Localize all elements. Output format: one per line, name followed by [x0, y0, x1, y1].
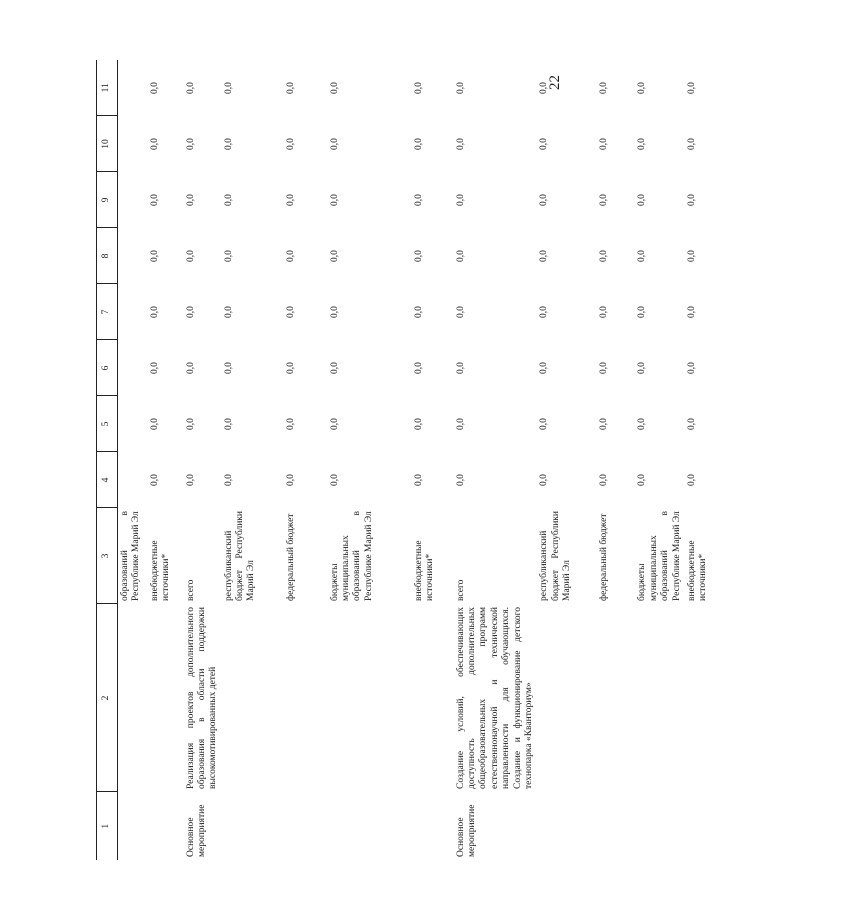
- cell-value: [118, 452, 148, 508]
- cell-funding-source: республиканский бюджет Республики Марий Эл: [223, 511, 257, 601]
- cell-value: 0,0: [413, 418, 424, 430]
- cell-value: 0,0: [599, 194, 610, 206]
- table-row: [454, 60, 538, 860]
- table-header-row: [97, 60, 118, 860]
- cell-value: 0,0: [599, 82, 610, 94]
- cell-value: 0,0: [539, 474, 550, 486]
- cell-value: 0,0: [413, 194, 424, 206]
- cell-value: 0,0: [686, 194, 697, 206]
- cell-value: 0,0: [285, 418, 296, 430]
- cell-value: 0,0: [539, 138, 550, 150]
- cell-value: 0,0: [285, 362, 296, 374]
- table-row: [597, 60, 635, 860]
- cell-value: 0,0: [185, 474, 196, 486]
- header-cell: 6: [97, 340, 118, 396]
- cell-value: 0,0: [285, 250, 296, 262]
- budget-table: [96, 60, 745, 860]
- cell-funding-source: федеральный бюджет: [285, 513, 296, 601]
- cell-activity-type: Основное мероприятие: [185, 804, 207, 857]
- cell-value: 0,0: [455, 362, 466, 374]
- cell-value: 0,0: [637, 418, 648, 430]
- cell-value: 0,0: [599, 474, 610, 486]
- header-cell: 10: [97, 116, 118, 172]
- cell-value: 0,0: [285, 138, 296, 150]
- cell-funding-source: всего: [185, 579, 196, 601]
- cell-activity-name: Создание условий, обеспечивающих доступность дополнительных общеобразовательных программ естественнонаучной и технической направленности для обучающихся. Создание и функционирование детского технопарка «Кванториум»: [455, 607, 535, 789]
- cell-activity-name: [597, 604, 635, 792]
- cell-value: 0,0: [285, 306, 296, 318]
- cell-value: 0,0: [223, 362, 234, 374]
- cell-value: 0,0: [455, 250, 466, 262]
- cell-value: 0,0: [455, 138, 466, 150]
- cell-value: 0,0: [637, 82, 648, 94]
- cell-value: 0,0: [539, 82, 550, 94]
- cell-value: 0,0: [599, 306, 610, 318]
- cell-value: 0,0: [185, 362, 196, 374]
- table-row: [148, 60, 184, 860]
- cell-value: 0,0: [185, 306, 196, 318]
- cell-value: 0,0: [637, 362, 648, 374]
- cell-value: 0,0: [329, 306, 340, 318]
- cell-value: 0,0: [599, 138, 610, 150]
- cell-activity-name: [118, 604, 148, 792]
- cell-value: 0,0: [223, 138, 234, 150]
- cell-activity-name: [537, 604, 597, 792]
- cell-value: 0,0: [455, 306, 466, 318]
- cell-value: 0,0: [637, 474, 648, 486]
- cell-activity-type: [222, 792, 284, 860]
- header-cell: 1: [97, 792, 118, 860]
- header-cell: 11: [97, 60, 118, 116]
- cell-value: 0,0: [455, 418, 466, 430]
- cell-funding-source: всего: [455, 579, 466, 601]
- table-row: [412, 60, 454, 860]
- cell-value: 0,0: [149, 250, 160, 262]
- cell-value: 0,0: [223, 306, 234, 318]
- rotated-table-container: [96, 60, 856, 860]
- cell-value: 0,0: [413, 362, 424, 374]
- cell-value: 0,0: [686, 82, 697, 94]
- cell-funding-source: внебюджетные источники*: [413, 540, 436, 601]
- cell-value: 0,0: [329, 474, 340, 486]
- cell-value: 0,0: [329, 418, 340, 430]
- cell-funding-source: федеральный бюджет: [599, 513, 610, 601]
- cell-value: 0,0: [686, 474, 697, 486]
- cell-value: 0,0: [223, 474, 234, 486]
- cell-activity-name: [328, 604, 412, 792]
- cell-funding-source: бюджеты муниципальных образований в Республике Марий Эл: [637, 511, 682, 601]
- cell-value: 0,0: [329, 362, 340, 374]
- cell-activity-type: [148, 792, 184, 860]
- cell-value: 0,0: [149, 138, 160, 150]
- cell-activity-type: [284, 792, 328, 860]
- cell-funding-source: республиканский бюджет Республики Марий Эл: [539, 511, 573, 601]
- cell-value: 0,0: [413, 250, 424, 262]
- cell-value: 0,0: [539, 250, 550, 262]
- cell-value: 0,0: [329, 250, 340, 262]
- cell-activity-type: [118, 792, 148, 860]
- cell-value: 0,0: [686, 306, 697, 318]
- header-cell: 9: [97, 172, 118, 228]
- cell-value: 0,0: [599, 362, 610, 374]
- cell-value: 0,0: [149, 474, 160, 486]
- table-row: [537, 60, 597, 860]
- cell-activity-type: [635, 792, 685, 860]
- cell-value: 0,0: [149, 194, 160, 206]
- header-cell: 3: [97, 508, 118, 604]
- table-row: [328, 60, 412, 860]
- cell-value: 0,0: [185, 194, 196, 206]
- cell-activity-type: [597, 792, 635, 860]
- table-row: [184, 60, 222, 860]
- cell-activity-name: [284, 604, 328, 792]
- cell-activity-name: [635, 604, 685, 792]
- cell-value: 0,0: [413, 82, 424, 94]
- cell-value: 0,0: [149, 82, 160, 94]
- cell-activity-type: [412, 792, 454, 860]
- cell-value: 0,0: [413, 474, 424, 486]
- cell-value: 0,0: [223, 250, 234, 262]
- cell-value: 0,0: [637, 306, 648, 318]
- cell-activity-type: [537, 792, 597, 860]
- page-number: 22: [547, 75, 563, 90]
- cell-value: 0,0: [285, 474, 296, 486]
- cell-value: [118, 340, 148, 396]
- cell-value: 0,0: [686, 250, 697, 262]
- cell-value: 0,0: [455, 474, 466, 486]
- cell-value: [118, 60, 148, 116]
- cell-value: 0,0: [149, 306, 160, 318]
- cell-value: 0,0: [686, 362, 697, 374]
- header-cell: 8: [97, 228, 118, 284]
- cell-value: 0,0: [637, 250, 648, 262]
- cell-value: 0,0: [149, 418, 160, 430]
- cell-value: 0,0: [637, 194, 648, 206]
- table-row: [222, 60, 284, 860]
- cell-value: 0,0: [185, 82, 196, 94]
- cell-value: 0,0: [185, 418, 196, 430]
- cell-value: 0,0: [455, 194, 466, 206]
- cell-value: 0,0: [329, 138, 340, 150]
- cell-value: [118, 172, 148, 228]
- cell-value: 0,0: [413, 138, 424, 150]
- cell-value: 0,0: [329, 194, 340, 206]
- cell-activity-type: [685, 792, 745, 860]
- cell-value: 0,0: [149, 362, 160, 374]
- header-cell: 5: [97, 396, 118, 452]
- cell-activity-type: [328, 792, 412, 860]
- cell-value: 0,0: [599, 250, 610, 262]
- cell-value: 0,0: [686, 418, 697, 430]
- cell-value: 0,0: [285, 194, 296, 206]
- cell-value: 0,0: [329, 82, 340, 94]
- table-body: [97, 60, 745, 860]
- cell-value: 0,0: [185, 138, 196, 150]
- cell-value: 0,0: [285, 82, 296, 94]
- cell-activity-type: Основное мероприятие: [455, 804, 478, 857]
- cell-value: 0,0: [539, 362, 550, 374]
- table-row: [284, 60, 328, 860]
- cell-value: 0,0: [686, 138, 697, 150]
- cell-value: 0,0: [185, 250, 196, 262]
- cell-activity-name: [222, 604, 284, 792]
- cell-value: [118, 396, 148, 452]
- cell-funding-source: внебюджетные источники*: [686, 540, 709, 601]
- cell-activity-name: [412, 604, 454, 792]
- cell-value: 0,0: [637, 138, 648, 150]
- cell-value: [118, 228, 148, 284]
- cell-value: 0,0: [539, 418, 550, 430]
- cell-value: 0,0: [455, 82, 466, 94]
- cell-value: 0,0: [223, 418, 234, 430]
- header-cell: 7: [97, 284, 118, 340]
- header-cell: 2: [97, 604, 118, 792]
- cell-funding-source: образований в Республике Марий Эл: [120, 511, 142, 601]
- cell-value: 0,0: [539, 306, 550, 318]
- table-row: [635, 60, 685, 860]
- cell-value: 0,0: [223, 82, 234, 94]
- cell-value: 0,0: [539, 194, 550, 206]
- cell-activity-name: [685, 604, 745, 792]
- cell-value: [118, 116, 148, 172]
- cell-activity-name: Реализация проектов дополнительного образования в области поддержки высокомотивированных детей: [185, 607, 219, 789]
- table-row: [685, 60, 745, 860]
- cell-value: 0,0: [223, 194, 234, 206]
- cell-funding-source: бюджеты муниципальных образований в Республике Марий Эл: [329, 511, 374, 601]
- cell-activity-name: [148, 604, 184, 792]
- cell-value: [118, 284, 148, 340]
- cell-funding-source: внебюджетные источники*: [149, 540, 171, 601]
- table-row: [118, 60, 148, 860]
- cell-value: 0,0: [413, 306, 424, 318]
- cell-value: 0,0: [599, 418, 610, 430]
- header-cell: 4: [97, 452, 118, 508]
